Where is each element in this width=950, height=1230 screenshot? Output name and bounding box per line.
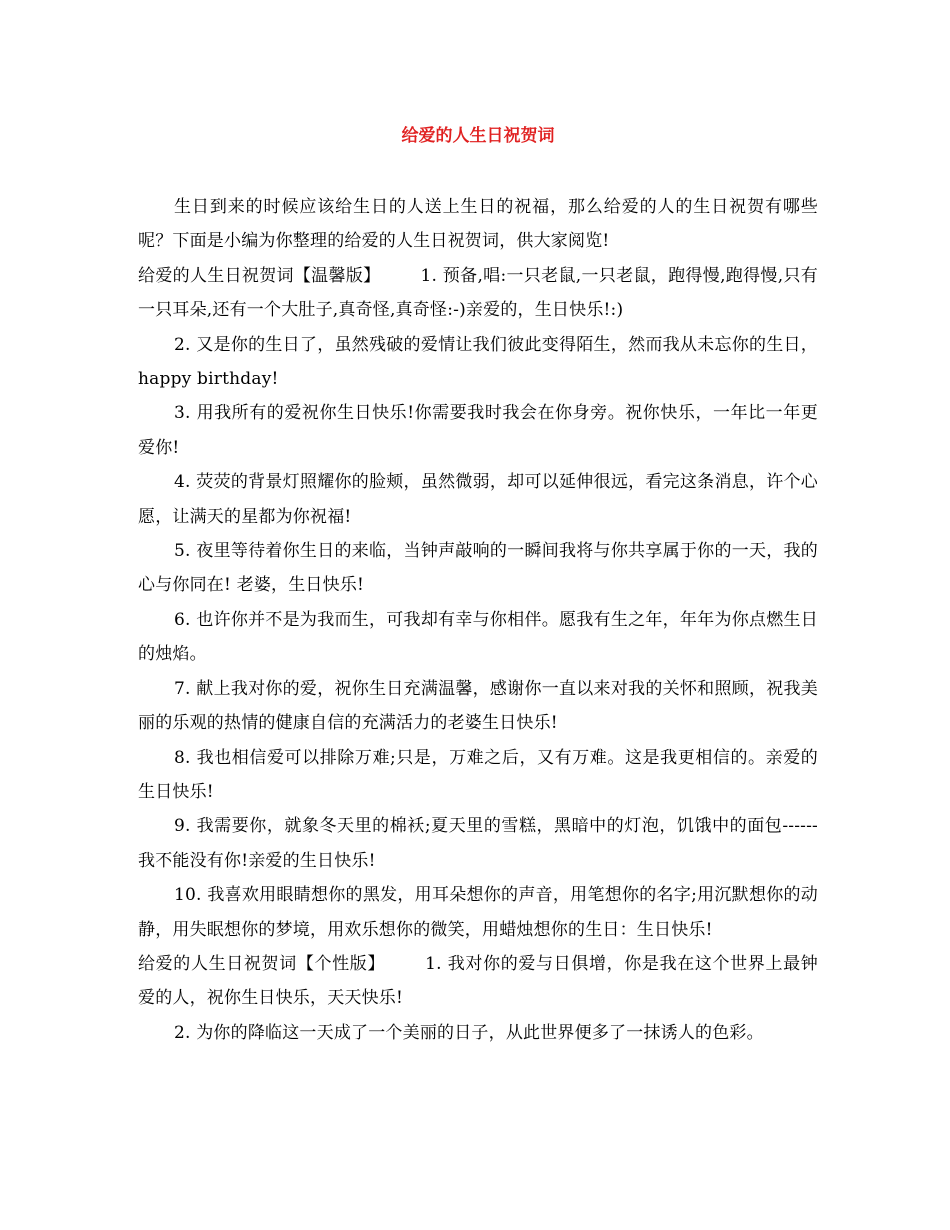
section2-heading: 给爱的人生日祝贺词【个性版】 bbox=[138, 953, 386, 974]
section1-item-1: 1. 预备,唱:一只老鼠,一只老鼠，跑得慢,跑得慢,只有一只耳朵,还有一个大肚子,真奇怪,真奇怪:-)亲爱的，生日快乐!:) bbox=[138, 265, 818, 321]
section1-heading: 给爱的人生日祝贺词【温馨版】 bbox=[138, 265, 381, 286]
section1-item-8: 8. 我也相信爱可以排除万难;只是，万难之后，又有万难。这是我更相信的。亲爱的生日快乐! bbox=[138, 747, 818, 802]
section2-first-paragraph bbox=[138, 947, 818, 1016]
section2-item-2: 2. 为你的降临这一天成了一个美丽的日子，从此世界便多了一抹诱人的色彩。 bbox=[174, 1022, 764, 1043]
section1-first-paragraph bbox=[138, 259, 818, 328]
section1-item-9: 9. 我需要你，就象冬天里的棉袄;夏天里的雪糕，黑暗中的灯泡，饥饿中的面包------我不能没有你!亲爱的生日快乐! bbox=[138, 816, 818, 871]
section1-item-4: 4. 荧荧的背景灯照耀你的脸颊，虽然微弱，却可以延伸很远，看完这条消息，许个心愿，让满天的星都为你祝福! bbox=[138, 472, 818, 527]
section2-item-1: 1. 我对你的爱与日俱增，你是我在这个世界上最钟爱的人，祝你生日快乐，天天快乐! bbox=[138, 953, 818, 1009]
section1-item-5: 5. 夜里等待着你生日的来临，当钟声敲响的一瞬间我将与你共享属于你的一天，我的心与你同在! 老婆，生日快乐! bbox=[138, 541, 818, 596]
intro-paragraph: 生日到来的时候应该给生日的人送上生日的祝福，那么给爱的人的生日祝贺有哪些呢？下面是小编为你整理的给爱的人生日祝贺词，供大家阅览! bbox=[138, 197, 818, 252]
section1-item-6: 6. 也许你并不是为我而生，可我却有幸与你相伴。愿我有生之年，年年为你点燃生日的烛焰。 bbox=[138, 609, 818, 665]
document-title: 给爱的人生日祝贺词 bbox=[401, 126, 555, 146]
section1-item-10: 10. 我喜欢用眼睛想你的黑发，用耳朵想你的声音，用笔想你的名字;用沉默想你的动静，用失眠想你的梦境，用欢乐想你的微笑，用蜡烛想你的生日：生日快乐! bbox=[138, 885, 818, 940]
section1-item-7: 7. 献上我对你的爱，祝你生日充满温馨，感谢你一直以来对我的关怀和照顾，祝我美丽的乐观的热情的健康自信的充满活力的老婆生日快乐! bbox=[138, 678, 818, 734]
document-body bbox=[138, 190, 818, 1050]
section1-item-3: 3. 用我所有的爱祝你生日快乐!你需要我时我会在你身旁。祝你快乐，一年比一年更爱你! bbox=[138, 403, 818, 458]
section1-item-2: 2. 又是你的生日了，虽然残破的爱情让我们彼此变得陌生，然而我从未忘你的生日， happy birthday! bbox=[138, 334, 818, 390]
